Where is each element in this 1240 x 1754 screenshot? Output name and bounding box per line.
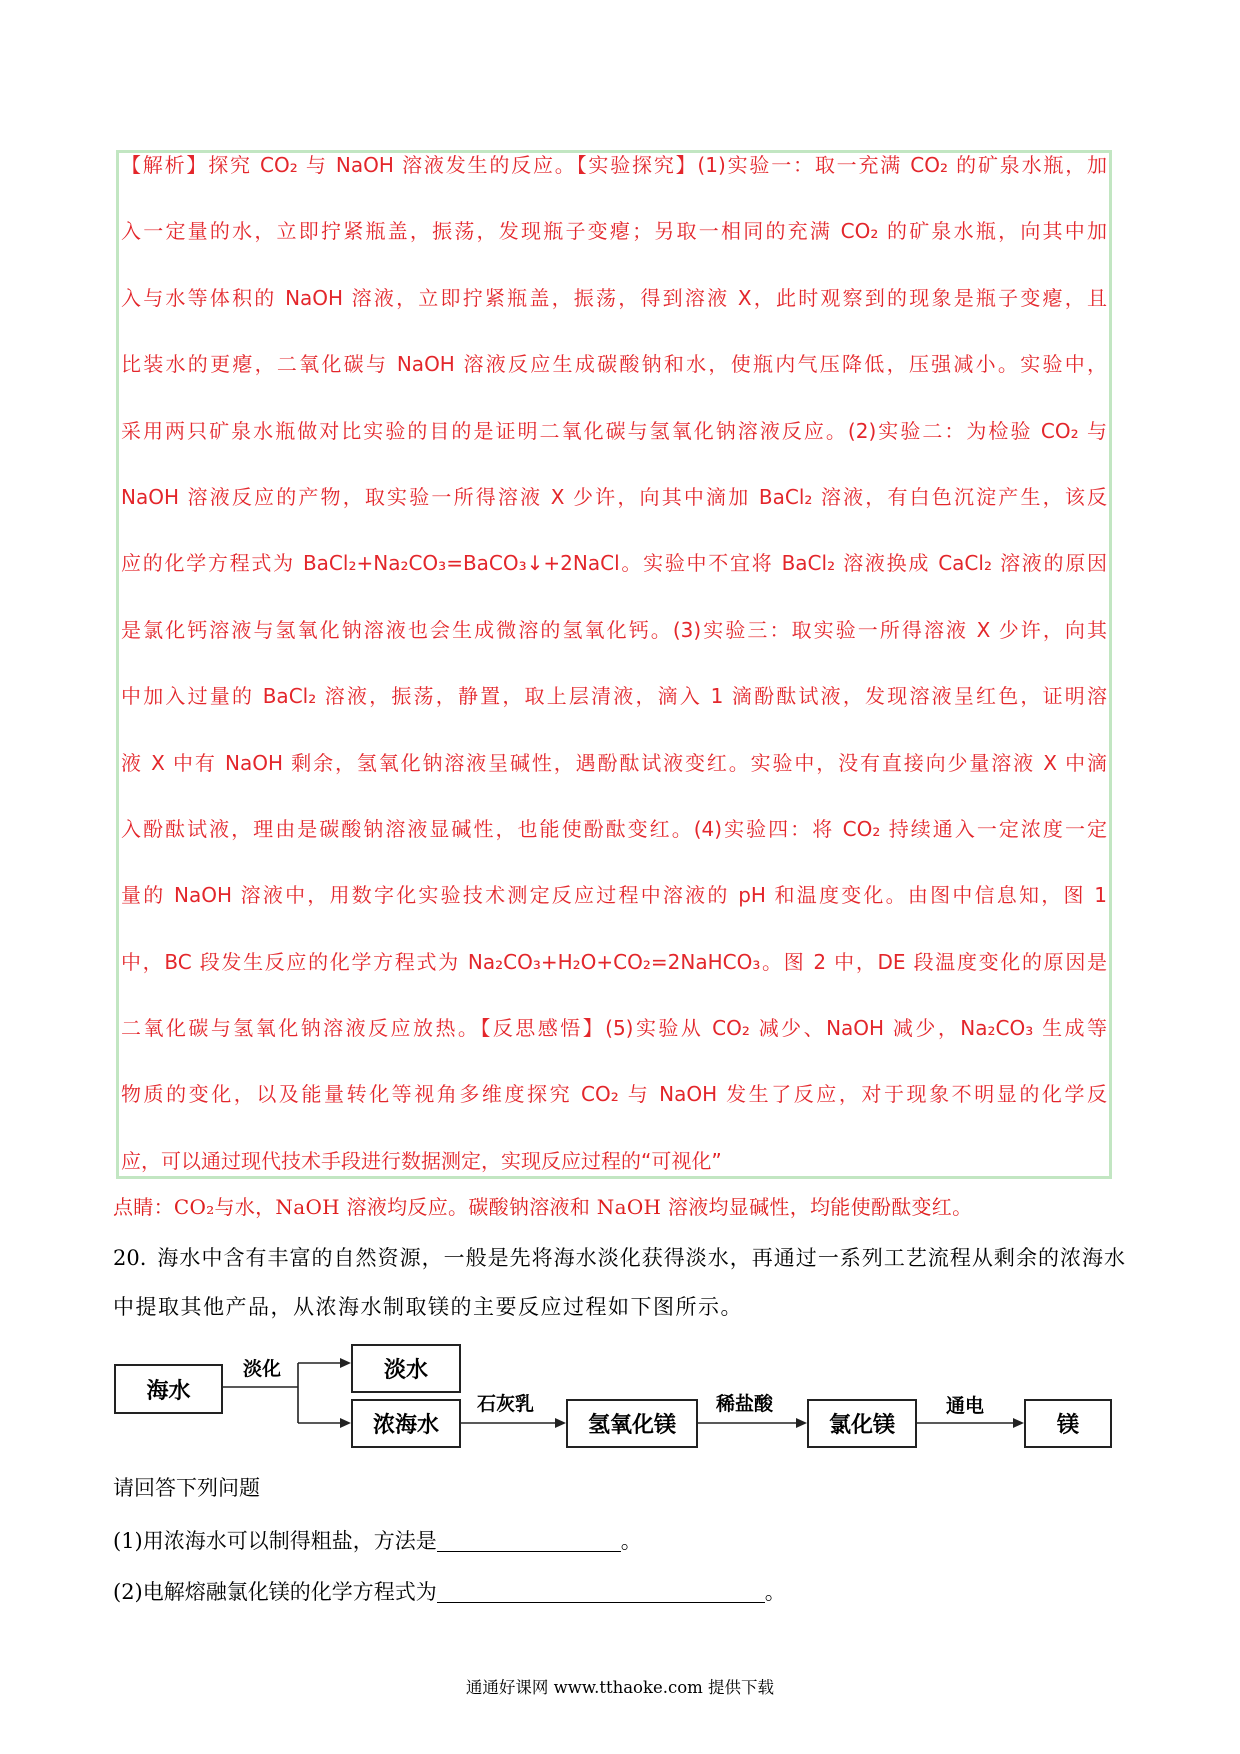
analysis-text [121, 132, 1107, 1194]
sub-question-end: 。 [764, 1580, 786, 1604]
magnesium-process-flowchart [0, 1330, 1240, 1460]
node-concentrated-seawater: 浓海水 [351, 1399, 461, 1448]
answer-blank [437, 1529, 621, 1552]
tip-text: 点睛：CO₂与水，NaOH 溶液均反应。碳酸钠溶液和 NaOH 溶液均显碱性，均能使酚酞变红。 [113, 1195, 973, 1219]
answer-blank [437, 1580, 765, 1603]
step-label-lime-milk: 石灰乳 [477, 1393, 535, 1415]
analysis-line: 应，可以通过现代技术手段进行数据测定，实现反应过程的“可视化” [121, 1148, 722, 1173]
node-fresh-water: 淡水 [351, 1344, 461, 1393]
question-stem [113, 1234, 1125, 1332]
arrowhead-icon [796, 1418, 807, 1428]
analysis-line: 中加入过量的 BaCl₂ 溶液，振荡，静置，取上层清液，滴入 1 滴酚酞试液，发现溶液呈红色，证明溶 [121, 684, 1107, 709]
arrowhead-icon [1013, 1418, 1024, 1428]
step-label-dilute-hcl: 稀盐酸 [716, 1393, 774, 1415]
question-number: 20. [113, 1246, 147, 1270]
stem-line: 中提取其他产品，从浓海水制取镁的主要反应过程如下图所示。 [113, 1295, 743, 1319]
sub-question-2 [113, 1577, 786, 1607]
step-label-electrolysis: 通电 [946, 1395, 985, 1417]
analysis-line: 二氧化碳与氢氧化钠溶液反应放热。【反思感悟】(5)实验从 CO₂ 减少、NaOH 减少，Na₂CO₃ 生成等 [121, 1016, 1107, 1041]
arrowhead-icon [340, 1418, 351, 1428]
analysis-line: 入酚酞试液，理由是碳酸钠溶液显碱性，也能使酚酞变红。(4)实验四：将 CO₂ 持续通入一定浓度一定 [121, 816, 1107, 841]
sub-question-end: 。 [620, 1529, 642, 1553]
analysis-line: 采用两只矿泉水瓶做对比实验的目的是证明二氧化碳与氢氧化钠溶液反应。(2)实验二：为检验 CO₂ 与 [121, 418, 1107, 443]
analysis-line: 入一定量的水，立即拧紧瓶盖，振荡，发现瓶子变瘪；另取一相同的充满 CO₂ 的矿泉水瓶，向其中加 [121, 219, 1107, 244]
analysis-line: 比装水的更瘪，二氧化碳与 NaOH 溶液反应生成碳酸钠和水，使瓶内气压降低，压强减小。实验中， [121, 352, 1107, 377]
analysis-line: 中，BC 段发生反应的化学方程式为 Na₂CO₃+H₂O+CO₂=2NaHCO₃。图 2 中，DE 段温度变化的原因是 [121, 949, 1107, 974]
analysis-line: 【解析】探究 CO₂ 与 NaOH 溶液发生的反应。【实验探究】(1)实验一：取一充满 CO₂ 的矿泉水瓶，加 [121, 153, 1107, 177]
arrowhead-icon [555, 1418, 566, 1428]
sub-question-1 [113, 1526, 642, 1556]
arrowhead-icon [340, 1358, 351, 1368]
node-magnesium-hydroxide: 氢氧化镁 [566, 1399, 698, 1448]
sub-question-text: (1)用浓海水可以制得粗盐，方法是 [113, 1529, 437, 1553]
analysis-line: 物质的变化，以及能量转化等视角多维度探究 CO₂ 与 NaOH 发生了反应，对于现象不明显的化学反 [121, 1082, 1107, 1107]
answer-prompt: 请回答下列问题 [113, 1476, 260, 1500]
page-footer: 通通好课网 www.tthaoke.com 提供下载 [465, 1678, 775, 1697]
analysis-line: 是氯化钙溶液与氢氧化钠溶液也会生成微溶的氢氧化钙。(3)实验三：取实验一所得溶液 X 少许，向其 [121, 617, 1107, 642]
analysis-line: NaOH 溶液反应的产物，取实验一所得溶液 X 少许，向其中滴加 BaCl₂ 溶液，有白色沉淀产生，该反 [121, 484, 1107, 509]
node-magnesium: 镁 [1024, 1399, 1112, 1448]
node-magnesium-chloride: 氯化镁 [807, 1399, 917, 1448]
stem-line [113, 1234, 1125, 1283]
step-label-desalination: 淡化 [243, 1358, 282, 1380]
analysis-line: 液 X 中有 NaOH 剩余，氢氧化钠溶液呈碱性，遇酚酞试液变红。实验中，没有直接向少量溶液 X 中滴 [121, 750, 1107, 775]
stem-text: 海水中含有丰富的自然资源，一般是先将海水淡化获得淡水，再通过一系列工艺流程从剩余的浓海水 [156, 1246, 1125, 1270]
analysis-line: 应的化学方程式为 BaCl₂+Na₂CO₃=BaCO₃↓+2NaCl。实验中不宜将 BaCl₂ 溶液换成 CaCl₂ 溶液的原因 [121, 551, 1107, 576]
node-seawater: 海水 [114, 1364, 223, 1414]
analysis-line: 量的 NaOH 溶液中，用数字化实验技术测定反应过程中溶液的 pH 和温度变化。由图中信息知，图 1 [121, 883, 1107, 908]
analysis-line: 入与水等体积的 NaOH 溶液，立即拧紧瓶盖，振荡，得到溶液 X，此时观察到的现象是瓶子变瘪，且 [121, 285, 1107, 310]
sub-question-text: (2)电解熔融氯化镁的化学方程式为 [113, 1580, 437, 1604]
